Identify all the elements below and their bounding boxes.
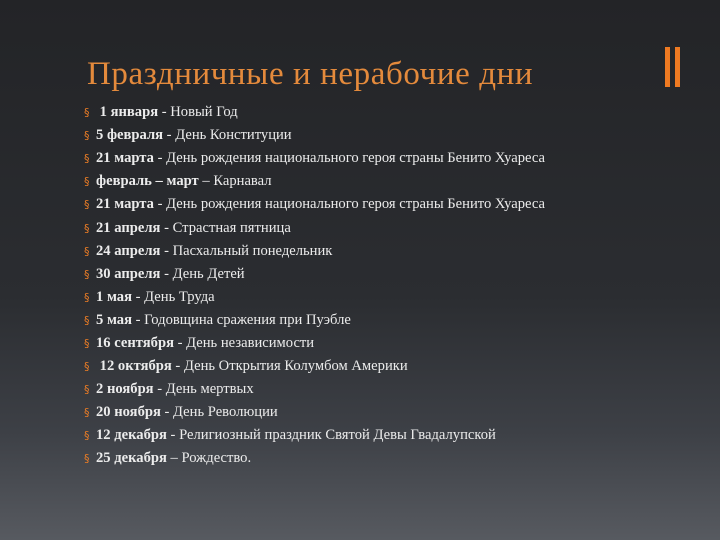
holiday-name: Годовщина сражения при Пуэбле	[144, 311, 351, 328]
bullet-icon: §	[84, 383, 90, 397]
holiday-name: День рождения национального героя страны Бенито Хуареса	[166, 196, 546, 213]
bullet-icon: §	[84, 244, 90, 258]
holiday-name: Карнавал	[213, 173, 272, 190]
list-item	[84, 263, 704, 286]
separator: -	[153, 381, 166, 398]
holiday-name: День Труда	[144, 288, 215, 305]
holiday-name: Пасхальный понедельник	[172, 242, 333, 259]
holiday-list	[84, 101, 704, 471]
holiday-date: 21 апреля	[96, 219, 161, 236]
holiday-date: 12 декабря	[96, 427, 167, 444]
bullet-icon: §	[84, 198, 90, 212]
list-item	[84, 216, 704, 239]
bullet-icon: §	[84, 152, 90, 166]
bullet-icon: §	[84, 360, 90, 374]
bullet-icon: §	[84, 175, 90, 189]
list-item	[84, 147, 704, 170]
holiday-date: 5 мая	[96, 311, 132, 328]
separator: -	[160, 404, 174, 421]
holiday-date: 12 октября	[96, 358, 172, 375]
holiday-name: День независимости	[186, 334, 315, 351]
bullet-icon: §	[84, 429, 90, 443]
list-item	[84, 240, 704, 263]
separator: -	[158, 104, 171, 121]
holiday-name: Страстная пятница	[172, 219, 291, 236]
separator: -	[160, 265, 173, 282]
holiday-name: День Детей	[172, 265, 245, 282]
separator: –	[198, 173, 214, 190]
bullet-icon: §	[84, 313, 90, 327]
list-item	[84, 378, 704, 401]
holiday-date: 1 мая	[96, 288, 132, 305]
list-item	[84, 124, 704, 147]
holiday-name: День мертвых	[165, 381, 254, 398]
holiday-date: 16 сентября	[96, 334, 174, 351]
separator: -	[153, 196, 167, 213]
holiday-name: День рождения национального героя страны Бенито Хуареса	[166, 150, 546, 167]
list-item	[84, 193, 704, 216]
holiday-name: Рождество.	[181, 450, 252, 467]
holiday-date: 24 апреля	[96, 242, 161, 259]
list-item	[84, 170, 704, 193]
bullet-icon: §	[84, 452, 90, 466]
bullet-icon: §	[84, 406, 90, 420]
holiday-date: 5 февраля	[96, 127, 164, 144]
holiday-name: День Революции	[173, 404, 278, 421]
decorative-bar	[665, 47, 670, 87]
holiday-date: февраль – март	[96, 173, 199, 190]
list-item	[84, 101, 704, 124]
holiday-date: 30 апреля	[96, 265, 161, 282]
decorative-bar	[675, 47, 680, 87]
bullet-icon: §	[84, 129, 90, 143]
holiday-name: Религиозный праздник Святой Девы Гвадалупской	[179, 427, 496, 444]
list-item	[84, 309, 704, 332]
separator: -	[166, 427, 180, 444]
bullet-icon: §	[84, 106, 90, 120]
separator: -	[131, 311, 145, 328]
list-item	[84, 332, 704, 355]
holiday-name: День Конституции	[175, 127, 292, 144]
holiday-name: Новый Год	[170, 104, 238, 121]
separator: -	[171, 358, 184, 375]
separator: -	[160, 242, 173, 259]
list-item	[84, 401, 704, 424]
list-item	[84, 286, 704, 309]
holiday-date: 1 января	[96, 104, 159, 121]
list-item	[84, 424, 704, 447]
bullet-icon: §	[84, 336, 90, 350]
holiday-date: 2 ноября	[96, 381, 154, 398]
separator: -	[131, 288, 145, 305]
holiday-date: 20 ноября	[96, 404, 161, 421]
bullet-icon: §	[84, 221, 90, 235]
holiday-date: 21 марта	[96, 196, 154, 213]
separator: -	[173, 334, 187, 351]
separator: –	[166, 450, 182, 467]
separator: -	[160, 219, 173, 236]
list-item	[84, 355, 704, 378]
separator: -	[163, 127, 176, 144]
bullet-icon: §	[84, 290, 90, 304]
list-item	[84, 447, 704, 470]
holiday-name: День Открытия Колумбом Америки	[183, 358, 408, 375]
holiday-date: 21 марта	[96, 150, 154, 167]
holiday-date: 25 декабря	[96, 450, 167, 467]
separator: -	[153, 150, 167, 167]
slide-title: Праздничные и нерабочие дни	[87, 56, 534, 92]
bullet-icon: §	[84, 267, 90, 281]
